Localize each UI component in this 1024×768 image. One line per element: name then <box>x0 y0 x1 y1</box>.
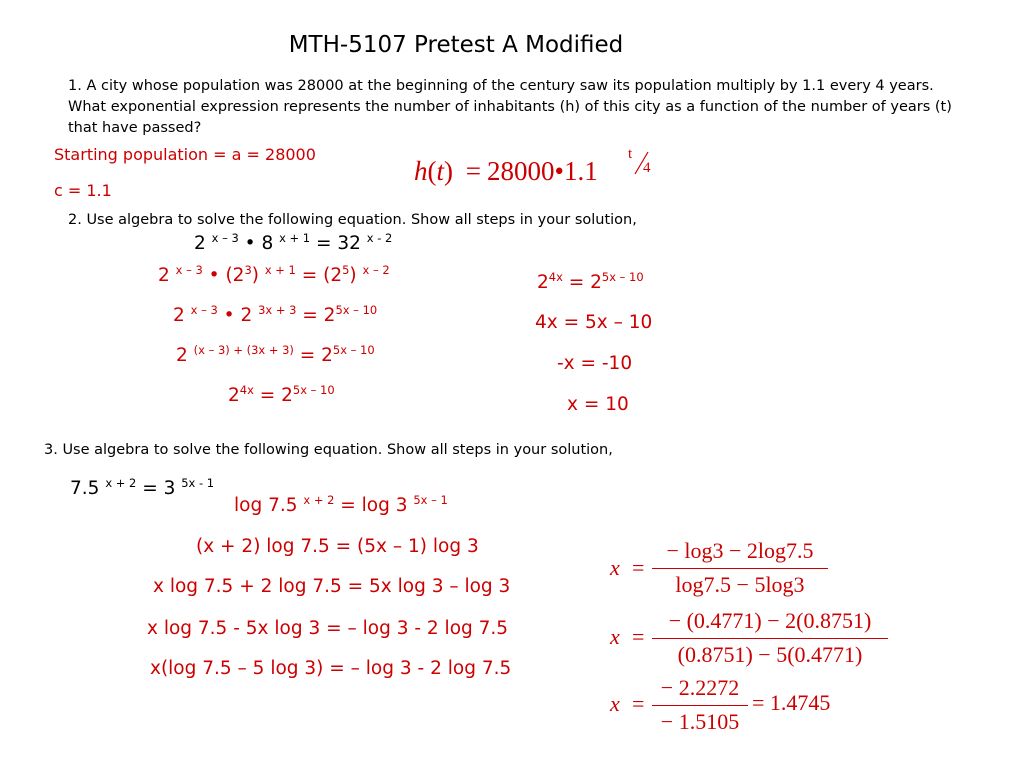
q3-fraction-2 <box>652 608 888 670</box>
q3-fraction-3 <box>652 675 748 737</box>
q3-fraction-3-x: x <box>610 691 620 716</box>
formula-equals: = <box>465 156 481 186</box>
fraction-2-denominator: (0.8751) − 5(0.4771) <box>677 642 863 667</box>
q3-final-answer: = 1.4745 <box>752 690 831 715</box>
q3-fraction-1-equals: = <box>632 555 645 580</box>
q3-fraction-2-equals: = <box>632 624 645 649</box>
fraction-3-bar <box>652 705 748 706</box>
q3-equation: 7.5 $^{x + 2}$ = 3 $^{5x - 1}$ <box>70 475 215 499</box>
q2-right-answer: x = 10 <box>567 394 629 415</box>
fraction-1-denominator: log7.5 − 5log3 <box>675 572 805 597</box>
question-2-text: 2. Use algebra to solve the following equation. Show all steps in your solution, <box>68 212 637 228</box>
q2-left-step-3: 2 $^{(x - 3) + (3x + 3)} = 2^{5x - 10}$ <box>176 342 375 366</box>
q2-right-step-3: -x = -10 <box>557 353 633 374</box>
fraction-1-bar <box>652 568 828 569</box>
fraction-3-denominator: − 1.5105 <box>660 709 740 734</box>
q1-growth-factor: c = 1.1 <box>54 181 112 200</box>
q3-step-5: x(log 7.5 – 5 log 3) = – log 3 - 2 log 7.5 <box>150 658 512 679</box>
formula-exponent-denominator: 4 <box>643 160 651 176</box>
q3-fraction-1-x: x <box>610 555 620 580</box>
q2-right-step-2: 4x = 5x – 10 <box>535 312 653 333</box>
q2-right-step-1: $2^{4x} = 2^{5x - 10}$ <box>537 269 644 293</box>
formula-exponent-numerator: t <box>628 146 633 162</box>
fraction-3-numerator: − 2.2272 <box>660 675 740 700</box>
q3-fraction-3-equals: = <box>632 691 645 716</box>
formula-dot: • <box>554 156 564 186</box>
fraction-1-numerator: − log3 − 2log7.5 <box>666 538 814 563</box>
q2-equation: 2 $^{x - 3}$ • 8 $^{x + 1}$ = 32 $^{x - 2}$ <box>194 230 393 254</box>
q3-step-1: log 7.5 $^{x + 2}$ = log 3 $^{5x - 1}$ <box>234 492 448 516</box>
question-1-text: 1. A city whose population was 28000 at the beginning of the century saw its population multiply by 1.1 every 4 years. What exponential expression represents the number of inhabitants (h) of this city as a function of the number of years (t) that have passed? <box>68 78 952 136</box>
fraction-2-bar <box>652 638 888 639</box>
q1-starting-population: Starting population = a = 28000 <box>54 145 316 164</box>
fraction-2-numerator: − (0.4771) − 2(0.8751) <box>668 608 872 633</box>
formula-initial: 28000 <box>487 156 555 186</box>
q1-formula <box>414 156 598 187</box>
q3-fraction-1 <box>652 538 828 600</box>
q3-step-4: x log 7.5 - 5x log 3 = – log 3 - 2 log 7.5 <box>147 618 509 639</box>
q2-left-step-2: 2 $^{x - 3}$ • 2 $^{3x + 3} = 2^{5x - 10}$ <box>173 302 378 326</box>
formula-t: t <box>436 156 445 186</box>
page-title: MTH-5107 Pretest A Modified <box>288 32 624 58</box>
q3-step-3: x log 7.5 + 2 log 7.5 = 5x log 3 – log 3 <box>153 576 511 597</box>
formula-h: h <box>414 156 428 186</box>
q3-step-2: (x + 2) log 7.5 = (5x – 1) log 3 <box>196 536 479 557</box>
formula-base: 1.1 <box>563 156 598 186</box>
formula-close-paren: ) <box>444 156 454 186</box>
q2-left-step-1: 2 $^{x - 3}$ • $(2^3) ^{x + 1} = (2^5)$ $^{x - 2}$ <box>158 262 390 286</box>
question-3-text: 3. Use algebra to solve the following equation. Show all steps in your solution, <box>44 442 613 458</box>
q2-left-step-4: $2^{4x} = 2^{5x - 10}$ <box>228 382 335 406</box>
formula-open-paren: ( <box>427 156 437 186</box>
q3-fraction-2-x: x <box>610 624 620 649</box>
